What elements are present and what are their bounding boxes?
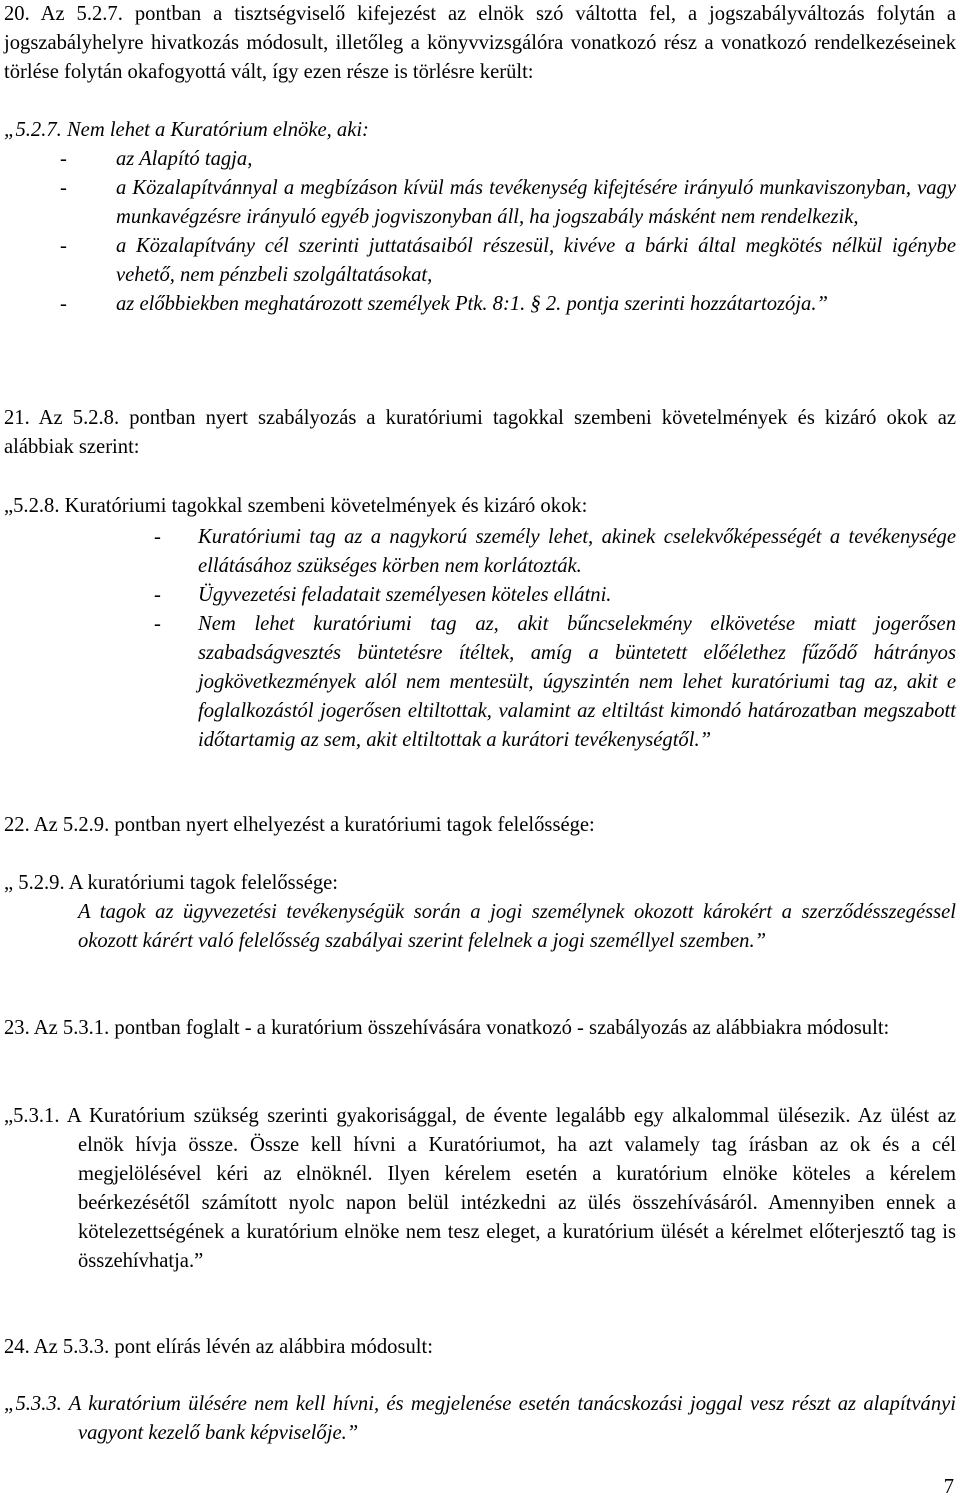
quote-5-2-7-heading: „5.2.7. Nem lehet a Kuratórium elnöke, aki:	[4, 119, 369, 141]
list-item: - Kuratóriumi tag az a nagykorú személy lehet, akinek cselekvőképességét a tevékenysége ellátásához szükséges körben nem korlátozták.	[154, 526, 956, 577]
list-item: - Ügyvezetési feladatait személyesen köteles ellátni.	[154, 584, 612, 606]
list-item: - a Közalapítvány cél szerinti juttatásaiból részesül, kivéve a bárki által megkötés nélkül igénybe vehető, nem pénzbeli szolgáltatásokat,	[60, 235, 956, 286]
paragraph-20: 20. Az 5.2.7. pontban a tisztségviselő kifejezést az elnök szó váltotta fel, a jogszabályváltozás folytán a jogszabályhelyre hivatkozás módosult, illetőleg a könyvvizsgálóra vonatkozó rész a vonatkozó rendelkezéseinek törlése folytán okafogyottá vált, így ezen része is törlésre került:	[4, 3, 956, 83]
quote-5-3-1	[4, 1102, 956, 1276]
quote-5-2-9-heading: „ 5.2.9. A kuratóriumi tagok felelőssége:	[4, 872, 339, 894]
section-22	[4, 811, 956, 840]
section-21	[4, 404, 956, 462]
paragraph-21: 21. Az 5.2.8. pontban nyert szabályozás a kuratóriumi tagokkal szembeni követelmények és kizáró okok az alábbiak szerint:	[4, 407, 956, 458]
section-20	[4, 0, 956, 87]
quote-5-3-3-body: „5.3.3. A kuratórium ülésére nem kell hívni, és megjelenése esetén tanácskozási joggal vesz részt az alapítványi vagyont kezelő bank képviselője.”	[4, 1393, 956, 1444]
quote-5-3-1-body: „5.3.1. A Kuratórium szükség szerinti gyakorisággal, de évente legalább egy alkalommal ülésezik. Az ülést az elnök hívja össze. Össze kell hívni a Kuratóriumot, ha azt valamely tag írásban az ok és a cél megjelölésével kéri az elnöknél. Ilyen kérelem esetén a kuratórium elnöke köteles a kérelem beérkezésétől számított nyolc napon belül intézkedni az ülés összehívásáról. Amennyiben ennek a kötelezettségének a kuratórium elnöke nem tesz eleget, a kuratórium ülését a kérelmet előterjesztő tag is összehívhatja.”	[4, 1105, 956, 1272]
quote-5-2-8-heading: „5.2.8. Kuratóriumi tagokkal szembeni követelmények és kizáró okok:	[4, 495, 588, 517]
quote-5-2-7	[4, 116, 956, 319]
list-item: - az előbbiekben meghatározott személyek Ptk. 8:1. § 2. pontja szerinti hozzátartozója.”	[60, 293, 828, 315]
quote-5-2-8	[4, 492, 956, 755]
section-24	[4, 1333, 956, 1362]
paragraph-24: 24. Az 5.3.3. pont elírás lévén az alábbira módosult:	[4, 1336, 433, 1358]
quote-5-2-9	[4, 869, 956, 956]
quote-5-2-8-list	[4, 523, 956, 755]
quote-5-3-3	[4, 1390, 956, 1448]
list-item: - az Alapító tagja,	[60, 148, 253, 170]
quote-5-2-9-body: A tagok az ügyvezetési tevékenységük során a jogi személynek okozott károkért a szerződésszegéssel okozott kárért való felelősség szabályai szerint felelnek a jogi személlyel szemben.”	[78, 901, 956, 952]
quote-5-2-7-list	[4, 145, 956, 319]
paragraph-23: 23. Az 5.3.1. pontban foglalt - a kuratórium összehívására vonatkozó - szabályozás az alábbiakra módosult:	[4, 1017, 890, 1039]
paragraph-22: 22. Az 5.2.9. pontban nyert elhelyezést a kuratóriumi tagok felelőssége:	[4, 814, 595, 836]
list-item: - Nem lehet kuratóriumi tag az, akit bűncselekmény elkövetése miatt jogerősen szabadságvesztés büntetésre ítéltek, amíg a büntetett előélethez fűződő hátrányos jogkövetkezmények alól nem mentesült, úgyszintén nem lehet kuratóriumi tag az, akit e foglalkozástól jogerősen eltiltottak, valamint az eltiltást kimondó határozatban megszabott időtartamig az sem, akit eltiltottak a kurátori tevékenységtől.”	[154, 613, 956, 751]
page-number: 7	[943, 1476, 954, 1498]
list-item: - a Közalapítvánnyal a megbízáson kívül más tevékenység kifejtésére irányuló munkaviszonyban, vagy munkavégzésre irányuló egyéb jogviszonyban áll, ha jogszabály másként nem rendelkezik,	[60, 177, 956, 228]
section-23	[4, 1014, 956, 1043]
